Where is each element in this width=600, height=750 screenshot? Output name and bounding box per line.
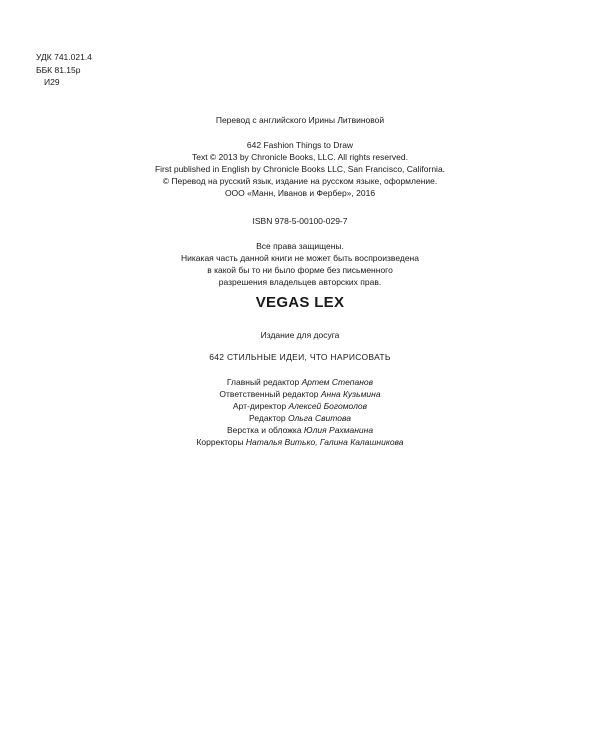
credits-block [0, 376, 600, 448]
copyright-line: © Перевод на русский язык, издание на русском языке, оформление. [162, 176, 438, 186]
copyright-line: ООО «Манн, Иванов и Фербер», 2016 [224, 188, 376, 198]
credit-role: Редактор [249, 413, 286, 423]
copyright-line: Text © 2013 by Chronicle Books, LLC. All rights reserved. [191, 152, 409, 162]
credit-person: Алексей Богомолов [288, 401, 368, 411]
credit-person: Артем Степанов [301, 377, 374, 387]
rights-line: разрешения владельцев авторских прав. [218, 277, 382, 287]
classification-block [36, 51, 92, 89]
author-mark: И29 [44, 77, 60, 87]
rights-line: в какой бы то ни было форме без письменного [207, 265, 393, 275]
edition-type-text: Издание для досуга [260, 330, 340, 340]
credit-role: Главный редактор [226, 377, 300, 387]
credit-line [0, 424, 600, 436]
credit-line [0, 412, 600, 424]
credit-person: Анна Кузьмина [320, 389, 381, 399]
book-title [0, 351, 600, 363]
original-title: 642 Fashion Things to Draw [246, 140, 354, 150]
book-title-text: 642 СТИЛЬНЫЕ ИДЕИ, ЧТО НАРИСОВАТЬ [209, 352, 391, 362]
credit-person: Наталья Витько, Галина Калашникова [245, 437, 404, 447]
credit-role: Корректоры [196, 437, 244, 447]
credit-line [0, 436, 600, 448]
udc-code: УДК 741.021.4 [36, 52, 92, 62]
credit-line [0, 388, 600, 400]
translator-credit [0, 114, 600, 126]
bbk-code: ББК 81.15р [36, 64, 81, 75]
rights-notice [0, 240, 600, 288]
credit-person: Ольга Свитова [288, 413, 351, 423]
credit-role: Ответственный редактор [219, 389, 319, 399]
rights-line: Все права защищены. [256, 241, 344, 251]
credit-line [0, 400, 600, 412]
credit-person: Юлия Рахманина [303, 425, 374, 435]
credit-role: Арт-директор [232, 401, 287, 411]
isbn-number: ISBN 978-5-00100-029-7 [252, 216, 348, 226]
credit-line [0, 376, 600, 388]
publisher-logo-text: VEGAS LEX [255, 294, 345, 311]
translator-line: Перевод с английского Ирины Литвиновой [215, 115, 385, 125]
edition-type [0, 329, 600, 341]
copyright-block [0, 139, 600, 199]
publisher-mark [0, 295, 600, 311]
rights-line: Никакая часть данной книги не может быть воспроизведена [181, 253, 419, 263]
isbn-block [0, 215, 600, 227]
credit-role: Верстка и обложка [226, 425, 302, 435]
copyright-line: First published in English by Chronicle Books LLC, San Francisco, California. [154, 164, 446, 174]
